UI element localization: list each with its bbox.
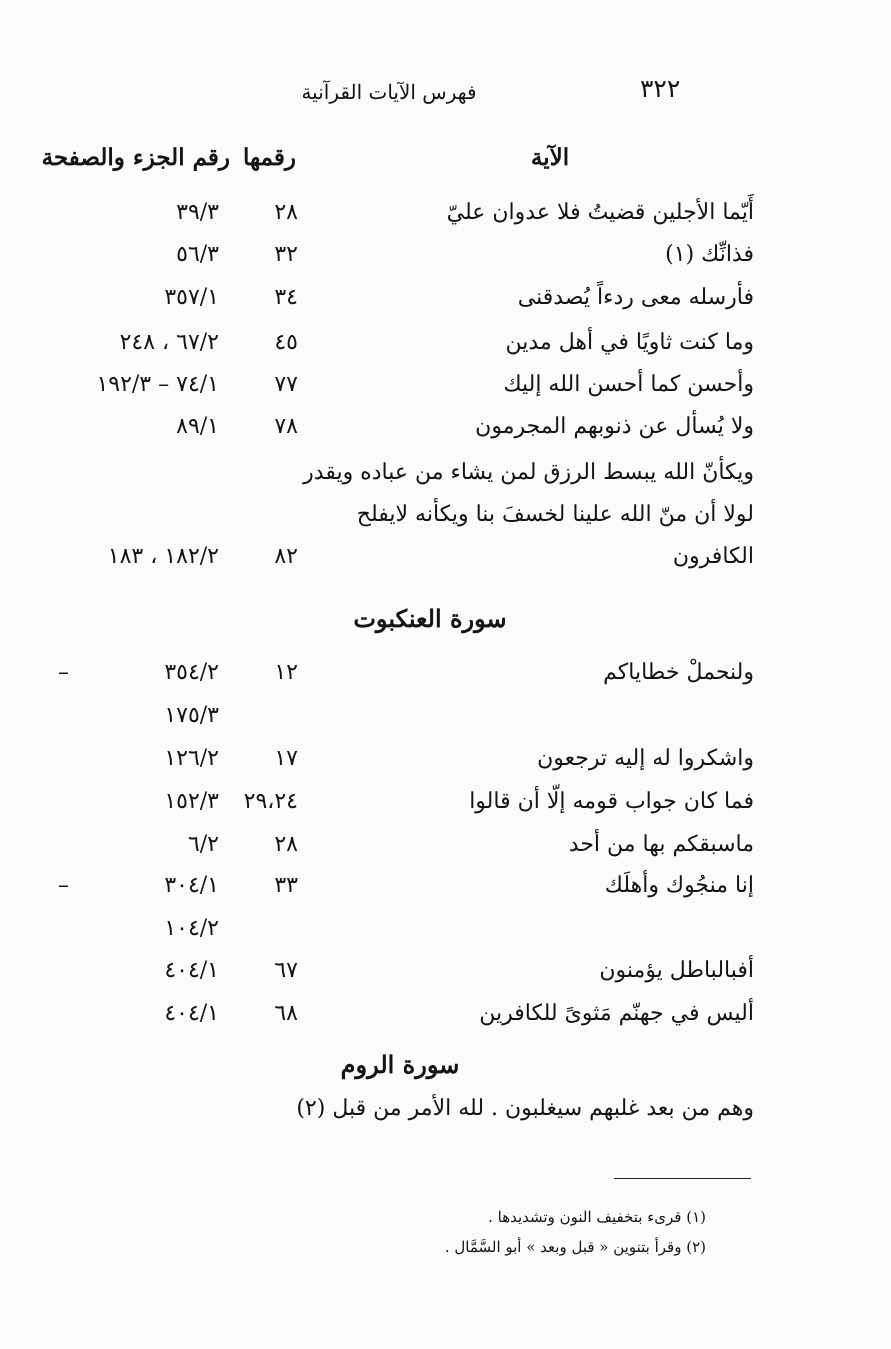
ayah-text: وأحسن كما أحسن الله إليك: [503, 372, 754, 397]
ayah-text: لولا أن منّ الله علينا لخسفَ بنا ويكأنه لايفلح: [356, 502, 754, 527]
table-row: [0, 916, 891, 956]
table-row: [0, 200, 891, 240]
page-title: فهرس الآيات القرآنية: [301, 80, 477, 104]
volume-page-ref: ٣٥٧/١: [164, 285, 219, 310]
volume-page-ref: ٤٠٤/١: [164, 1001, 219, 1026]
table-row: [0, 285, 891, 325]
ayah-text: ولا يُسأل عن ذنوبهم المجرمون: [475, 414, 754, 439]
ayah-text: ولنحملْ خطاياكم: [603, 660, 754, 685]
ayah-number: ٢٨: [274, 832, 298, 857]
volume-page-ref: ٣٥٤/٢: [164, 660, 219, 685]
volume-page-ref: ٧٤/١ – ١٩٢/٣: [96, 372, 219, 397]
continuation-dash: –: [58, 873, 69, 898]
table-row: [0, 460, 891, 500]
table-row: [0, 330, 891, 370]
volume-page-ref: ٤٠٤/١: [164, 958, 219, 983]
volume-page-ref: ١٨٢/٢ ، ١٨٣: [107, 544, 219, 569]
ayah-number: ٦٨: [274, 1001, 298, 1026]
table-row: [0, 789, 891, 829]
table-row: [0, 832, 891, 872]
volume-page-ref: ٣٠٤/١: [164, 873, 219, 898]
table-row: [0, 746, 891, 786]
rum-ayah-line: وهم من بعد غلبهم سيغلبون . لله الأمر من قبل (٢): [296, 1096, 754, 1121]
volume-page-ref: ١٠٤/٢: [164, 916, 219, 941]
column-header-volume-page: رقم الجزء والصفحة: [41, 144, 230, 171]
ayah-text: ماسبقكم بها من أحد: [568, 832, 754, 857]
table-row: [0, 544, 891, 584]
sura-heading-ankabut: سورة العنكبوت: [353, 604, 507, 633]
ayah-text: أليس في جهنّم مَثوىً للكافرين: [479, 1001, 754, 1026]
ayah-number: ٨٢: [274, 544, 298, 569]
ayah-number: ١٧: [274, 746, 298, 771]
volume-page-ref: ١٧٥/٣: [164, 703, 219, 728]
ayah-text: فذانِّك (١): [665, 242, 754, 267]
ayah-number: ٧٧: [274, 372, 298, 397]
volume-page-ref: ٨٩/١: [176, 414, 219, 439]
ayah-text: وما كنت ثاويًا في أهل مدين: [505, 330, 754, 355]
volume-page-ref: ٦/٢: [187, 832, 219, 857]
volume-page-ref: ٦٧/٢ ، ٢٤٨: [119, 330, 219, 355]
page-number: ٣٢٢: [640, 74, 681, 103]
volume-page-ref: ١٥٢/٣: [164, 789, 219, 814]
table-row: [0, 1001, 891, 1041]
continuation-dash: –: [58, 660, 69, 685]
column-header-number: رقمها: [242, 144, 296, 171]
ayah-text: أَيّما الأجلين قضيتُ فلا عدوان عليّ: [446, 200, 754, 225]
sura-heading-rum: سورة الروم: [340, 1050, 460, 1079]
ayah-number: ١٢: [274, 660, 298, 685]
ayah-text: ويكأنّ الله يبسط الرزق لمن يشاء من عباده ويقدر: [303, 460, 754, 485]
ayah-text: فما كان جواب قومه إلّا أن قالوا: [469, 789, 754, 814]
table-row: [0, 372, 891, 412]
ayah-number: ٣٣: [274, 873, 298, 898]
table-row: [0, 703, 891, 743]
ayah-text: إنا منجُوك وأهلَك: [604, 873, 754, 898]
column-header-ayah: الآية: [530, 144, 570, 171]
footnote-1: (١) قرىء بتخفيف النون وتشديدها .: [488, 1208, 706, 1226]
ayah-number: ٢٨: [274, 200, 298, 225]
ayah-text: واشكروا له إليه ترجعون: [537, 746, 754, 771]
table-row: [0, 660, 891, 700]
ayah-number: ٧٨: [274, 414, 298, 439]
ayah-number: ٣٤: [274, 285, 298, 310]
ayah-number: ٤٥: [274, 330, 298, 355]
footnote-divider: [614, 1178, 751, 1179]
ayah-text: أفبالباطل يؤمنون: [599, 958, 754, 983]
ayah-number: ٦٧: [274, 958, 298, 983]
footnote-2: (٢) وقرأ بتنوين « قبل وبعد » أبو السَّمَّال .: [444, 1238, 706, 1256]
table-row: [0, 958, 891, 998]
ayah-text: الكافرون: [672, 544, 754, 569]
ayah-number: ٣٢: [274, 242, 298, 267]
table-row: [0, 242, 891, 282]
ayah-text: فأرسله معى ردءاً يُصدقنى: [517, 285, 754, 310]
table-row: [0, 873, 891, 913]
table-row: [0, 502, 891, 542]
volume-page-ref: ١٢٦/٢: [164, 746, 219, 771]
ayah-number: ٢٩،٢٤: [243, 789, 298, 814]
volume-page-ref: ٣٩/٣: [176, 200, 219, 225]
table-row: [0, 414, 891, 454]
volume-page-ref: ٥٦/٣: [176, 242, 219, 267]
